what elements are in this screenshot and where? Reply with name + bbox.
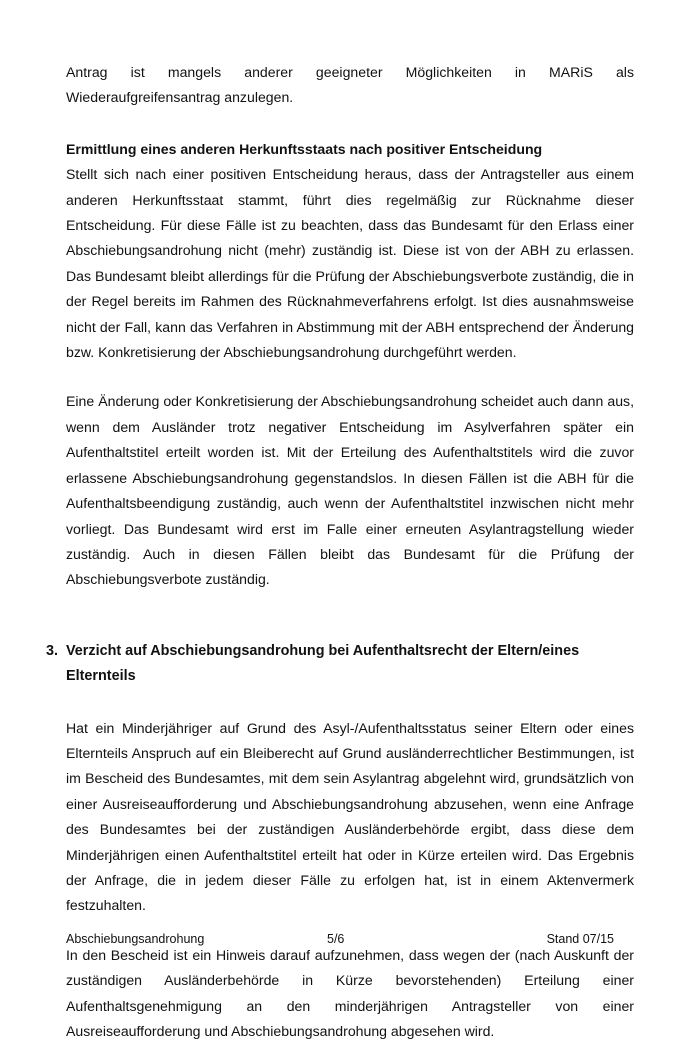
subheading: Ermittlung eines anderen Herkunftsstaats nach positiver Entscheidung <box>66 140 543 157</box>
section-heading <box>46 639 634 690</box>
paragraph-2: Eine Änderung oder Konkretisierung der Abschiebungsandrohung scheidet auch dann aus, wenn dem Ausländer trotz negativer Entscheidung im Asylverfahren später ein Aufenthaltstitel erteilt worden ist. Mit der Erteilung des Aufenthaltstitels wird die zuvor erlassene Abschiebungsandrohung gegenstandslos. In diesen Fällen ist die ABH für die Aufenthaltsbeendigung zuständig, auch wenn der Aufenthaltstitel inzwischen nicht mehr vorliegt. Das Bundesamt wird erst im Falle einer erneuten Asylantragstellung wieder zuständig. Auch in diesen Fällen bleibt das Bundesamt für die Prüfung der Abschiebungsverbote zuständig. <box>66 393 634 588</box>
section-number: 3. <box>46 642 59 659</box>
page-footer <box>66 932 614 952</box>
footer-title: Abschiebungsandrohung <box>66 932 205 946</box>
paragraph-1: Stellt sich nach einer positiven Entscheidung heraus, dass der Antragsteller aus einem anderen Herkunftsstaat stammt, führt dies regelmäßig zur Rücknahme dieser Entscheidung. Für diese Fälle ist zu beachten, dass das Bundesamt für den Erlass einer Abschiebungsandrohung nicht (mehr) zuständig ist. Diese ist von der ABH zu erlassen. Das Bundesamt bleibt allerdings für die Prüfung der Abschiebungsverbote zuständig, die in der Regel bereits im Rahmen des Rücknahmeverfahrens erfolgt. Ist dies ausnahmsweise nicht der Fall, kann das Verfahren in Abstimmung mit der ABH entsprechend der Änderung bzw. Konkretisierung der Abschiebungsandrohung durchgeführt werden. <box>66 166 634 361</box>
paragraph-4: In den Bescheid ist ein Hinweis darauf aufzunehmen, dass wegen der (nach Auskunft der zuständigen Ausländerbehörde in Kürze bevorstehenden) Erteilung einer Aufenthaltsgenehmigung an den minderjährigen Antragsteller von einer Ausreiseaufforderung und Abschiebungsandrohung abgesehen wird. <box>66 946 634 1039</box>
paragraph-3: Hat ein Minderjähriger auf Grund des Asyl-/Aufenthaltsstatus seiner Eltern oder eines Elternteils Anspruch auf ein Bleiberecht auf Grund ausländerrechtlicher Bestimmungen, ist im Bescheid des Bundesamtes, mit dem sein Asylantrag abgelehnt wird, grundsätzlich von einer Ausreiseaufforderung und Abschiebungsandrohung abzusehen, wenn eine Anfrage des Bundesamtes bei der zuständigen Ausländerbehörde ergibt, dass diese dem Minderjährigen einen Aufenthaltstitel erteilt hat oder in Kürze erteilen wird. Das Ergebnis der Anfrage, die in jedem dieser Fälle zu erfolgen hat, ist in einem Aktenvermerk festzuhalten. <box>66 719 634 914</box>
page-number: 5/6 <box>327 932 345 946</box>
intro-paragraph: Antrag ist mangels anderer geeigneter Möglichkeiten in MARiS als Wiederaufgreifensantrag anzulegen. <box>66 64 634 106</box>
footer-version: Stand 07/15 <box>546 932 614 946</box>
document-body <box>46 60 634 1044</box>
section-title: Verzicht auf Abschiebungsandrohung bei Aufenthaltsrecht der Eltern/eines Elternteils <box>66 642 580 685</box>
